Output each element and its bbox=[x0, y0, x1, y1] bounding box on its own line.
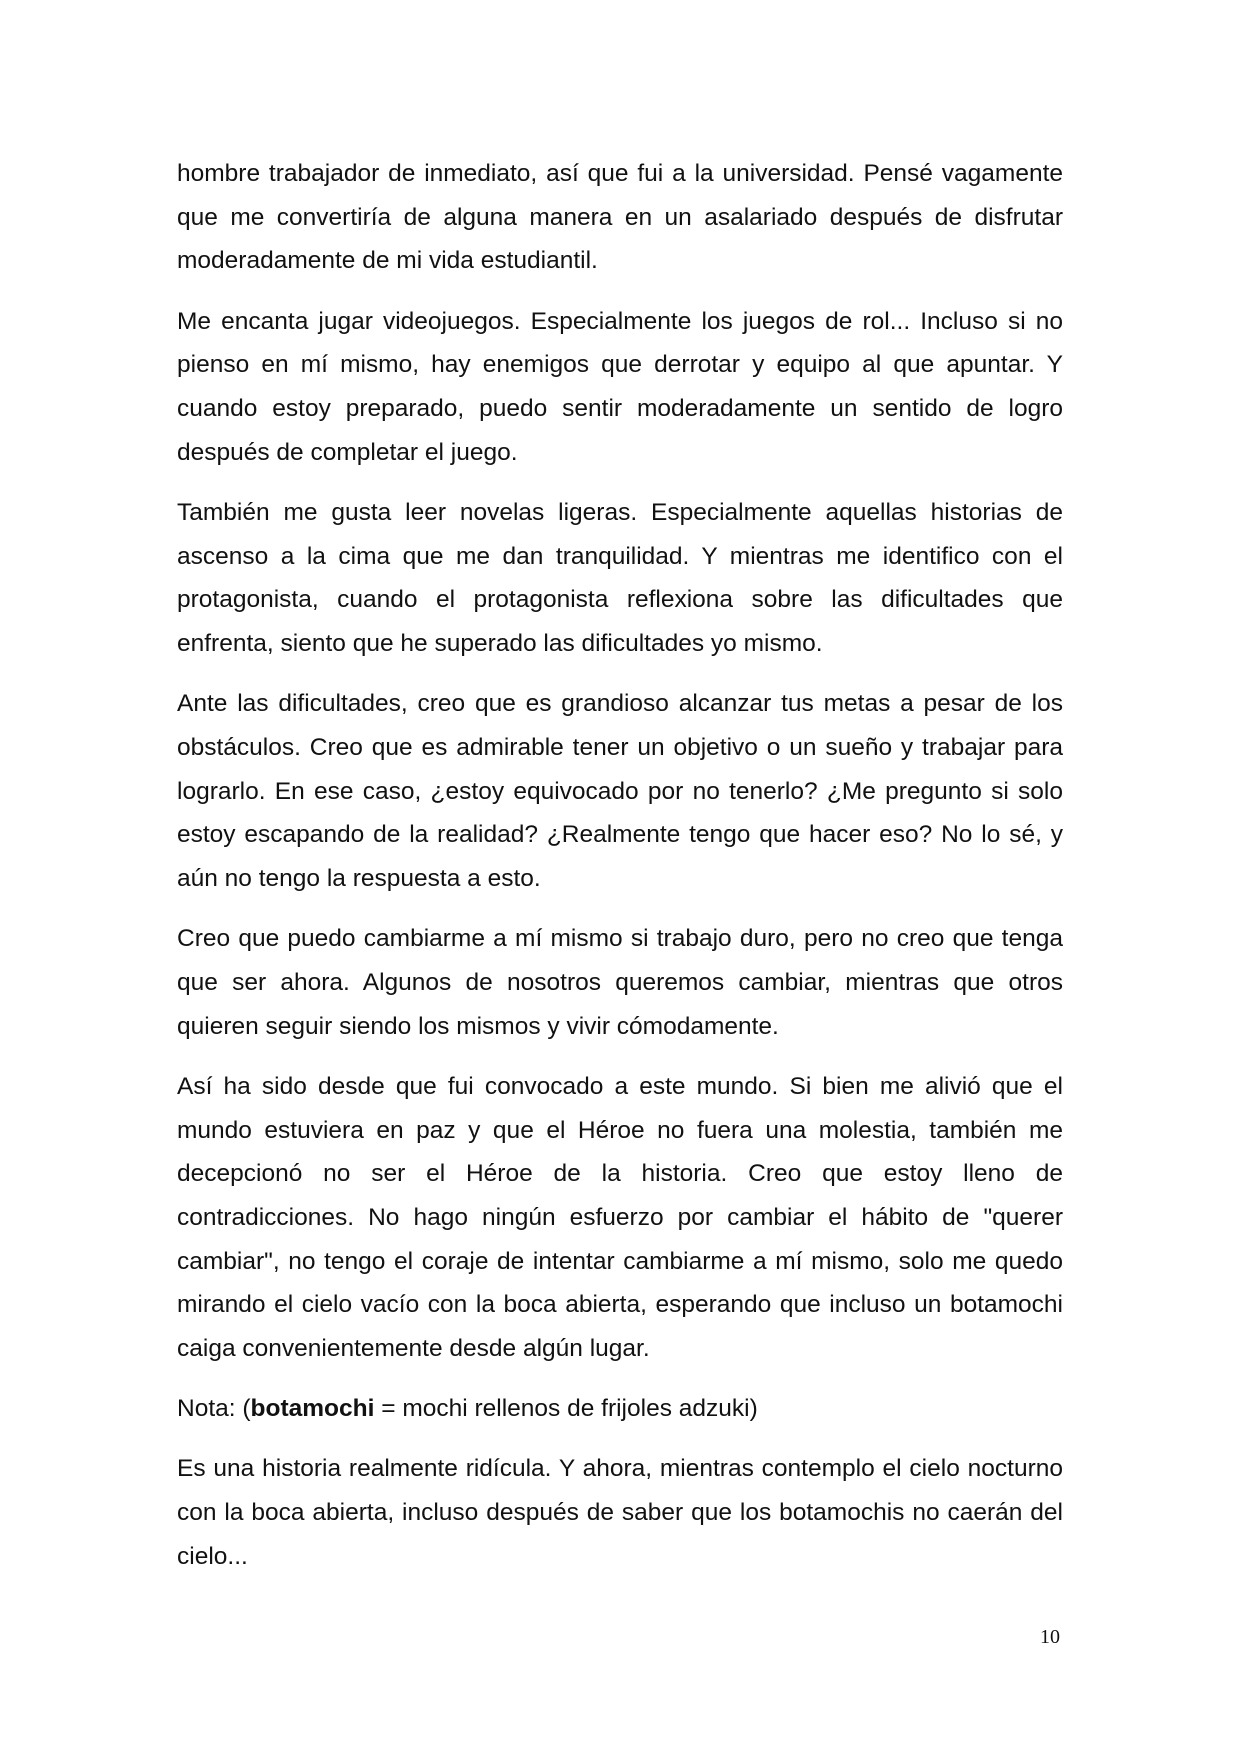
paragraph: Me encanta jugar videojuegos. Especialmente los juegos de rol... Incluso si no pienso en mí mismo, hay enemigos que derrotar y equipo al que apuntar. Y cuando estoy preparado, puedo sentir moderadamente un sentido de logro después de completar el juego. bbox=[177, 307, 1063, 466]
note-term: botamochi bbox=[250, 1395, 375, 1423]
note bbox=[177, 1387, 1063, 1431]
note-prefix: Nota: ( bbox=[177, 1395, 251, 1423]
paragraph: hombre trabajador de inmediato, así que fui a la universidad. Pensé vagamente que me convertiría de alguna manera en un asalariado después de disfrutar moderadamente de mi vida estudiantil. bbox=[177, 160, 1063, 275]
paragraph: También me gusta leer novelas ligeras. Especialmente aquellas historias de ascenso a la cima que me dan tranquilidad. Y mientras me identifico con el protagonista, cuando el protagonista reflexiona sobre las dificultades que enfrenta, siento que he superado las dificultades yo mismo. bbox=[177, 498, 1063, 658]
note-definition: = mochi rellenos de frijoles adzuki) bbox=[374, 1395, 758, 1423]
page-body bbox=[177, 152, 1063, 1595]
page-number: 10 bbox=[1040, 1626, 1060, 1648]
paragraph: Así ha sido desde que fui convocado a este mundo. Si bien me alivió que el mundo estuviera en paz y que el Héroe no fuera una molestia, también me decepcionó no ser el Héroe de la historia. Creo que estoy lleno de contradicciones. No hago ningún esfuerzo por cambiar el hábito de "querer cambiar", no tengo el coraje de intentar cambiarme a mí mismo, solo me quedo mirando el cielo vacío con la boca abierta, esperando que incluso un botamochi caiga convenientemente desde algún lugar. bbox=[177, 1072, 1063, 1363]
paragraph: Es una historia realmente ridícula. Y ahora, mientras contemplo el cielo nocturno con la boca abierta, incluso después de saber que los botamochis no caerán del cielo... bbox=[177, 1455, 1063, 1570]
paragraph: Creo que puedo cambiarme a mí mismo si trabajo duro, pero no creo que tenga que ser ahora. Algunos de nosotros queremos cambiar, mientras que otros quieren seguir siendo los mismos y vivir cómodamente. bbox=[177, 925, 1063, 1040]
paragraph: Ante las dificultades, creo que es grandioso alcanzar tus metas a pesar de los obstáculos. Creo que es admirable tener un objetivo o un sueño y trabajar para lograrlo. En ese caso, ¿estoy equivocado por no tenerlo? ¿Me pregunto si solo estoy escapando de la realidad? ¿Realmente tengo que hacer eso? No lo sé, y aún no tengo la respuesta a esto. bbox=[177, 690, 1063, 893]
